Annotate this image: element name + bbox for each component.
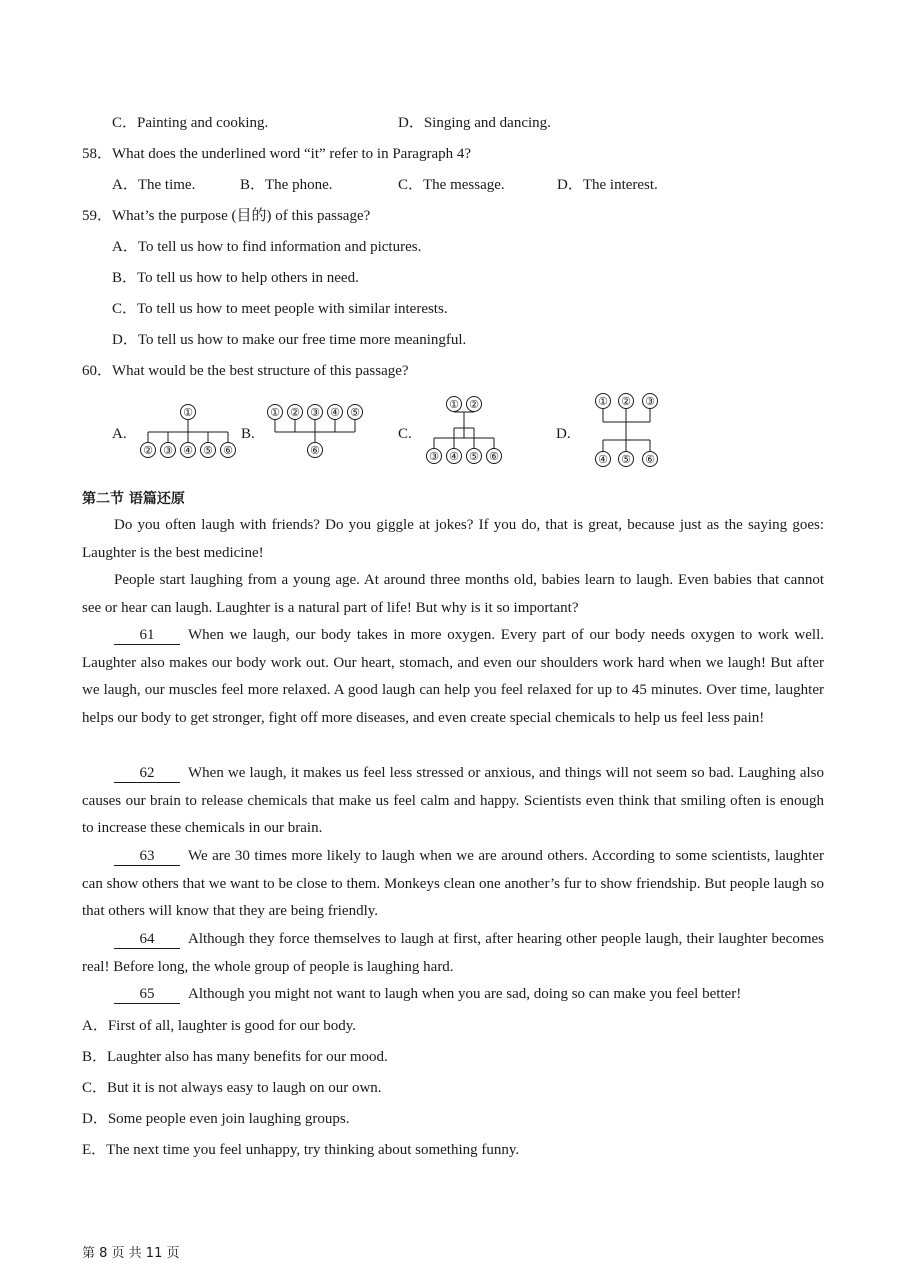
diagram-c-node-2: ② [469,399,479,411]
passage-intro-2: People start laughing from a young age. At around three months old, babies learn to laugh. Even babies that cannot see or hear can laugh. Laughter is a natural part of life! But why is it so important? [82,572,824,616]
q59-question: 59．What’s the purpose (目的) of this passage? [82,208,371,224]
blank-62[interactable]: 62 [114,765,180,783]
diagram-b-node-3: ③ [310,407,320,419]
q60-option-a-label: A. [112,426,127,442]
option-c: C．But it is not always easy to laugh on our own. [82,1080,382,1096]
diagram-b-node-2: ② [290,407,300,419]
q58-option-d: D．The interest. [557,177,658,193]
q58-option-a: A．The time. [112,177,196,193]
passage-paragraph-65 [82,981,824,1009]
passage-intro-1: Do you often laugh with friends? Do you giggle at jokes? If you do, that is great, because just as the saying goes: Laughter is the best medicine! [82,517,824,561]
diagram-b-node-1: ① [270,407,280,419]
q60-option-c-label: C. [398,426,412,442]
q57-option-d: D．Singing and dancing. [398,115,551,131]
q60-option-d-label: D. [556,426,571,442]
q60-option-b-label: B. [241,426,255,442]
diagram-c-node-6: ⑥ [489,451,499,463]
diagram-c-node-1: ① [449,399,459,411]
q59-option-a: A．To tell us how to find information and pictures. [112,239,422,255]
blank-61[interactable]: 61 [114,627,180,645]
q58-option-c: C．The message. [398,177,505,193]
blank-64[interactable]: 64 [114,931,180,949]
q58-option-b: B．The phone. [240,177,333,193]
option-d: D．Some people even join laughing groups. [82,1111,350,1127]
q59-option-c: C．To tell us how to meet people with similar interests. [112,301,448,317]
diagram-a-node-5: ⑤ [203,445,213,457]
diagram-a-node-3: ③ [163,445,173,457]
passage-paragraph-64 [82,926,824,981]
page-footer: 第 8 页 共 11 页 [82,1246,180,1261]
paragraph-61-text: When we laugh, our body takes in more oxygen. Every part of our body needs oxygen to work well. Laughter also makes our body work out. Our heart, stomach, and even our shoulders work hard when we laugh! But after we laugh, our muscles feel more relaxed. A good laugh can help you feel relaxed for up to 45 minutes. Over time, laughter helps our body to get stronger, fight off more diseases, and even create special chemicals to help us feel less pain! [82,627,824,726]
paragraph-63-text: We are 30 times more likely to laugh when we are around others. According to some scientists, laughter can show others that we want to be close to them. Monkeys clean one another’s fur to show friendship. But people laugh so that others will know that they are being friendly. [82,848,824,920]
diagram-d-node-2: ② [621,396,631,408]
diagram-d-node-3: ③ [645,396,655,408]
q60-question: 60．What would be the best structure of this passage? [82,363,409,379]
diagram-d-node-1: ① [598,396,608,408]
blank-65[interactable]: 65 [114,986,180,1004]
blank-63[interactable]: 63 [114,848,180,866]
option-a: A．First of all, laughter is good for our body. [82,1018,356,1034]
diagram-b-node-6: ⑥ [310,445,320,457]
paragraph-64-text: Although they force themselves to laugh at first, after hearing other people laugh, their laughter becomes real! Before long, the whole group of people is laughing hard. [82,931,824,975]
option-b: B．Laughter also has many benefits for our mood. [82,1049,388,1065]
diagram-a-node-4: ④ [183,445,193,457]
diagram-a-node-6: ⑥ [223,445,233,457]
q58-question: 58．What does the underlined word “it” refer to in Paragraph 4? [82,146,472,162]
option-e: E．The next time you feel unhappy, try thinking about something funny. [82,1142,520,1158]
passage-paragraph-63 [82,843,824,926]
diagram-b-node-5: ⑤ [350,407,360,419]
diagram-c-node-3: ③ [429,451,439,463]
diagram-c-node-5: ⑤ [469,451,479,463]
q57-option-c: C．Painting and cooking. [112,115,269,131]
section-heading: 第二节 语篇还原 [82,491,185,507]
diagram-b-node-4: ④ [330,407,340,419]
passage-paragraph-61 [82,622,824,732]
diagram-d-node-6: ⑥ [645,454,655,466]
diagram-a-node-2: ② [143,445,153,457]
diagram-a-node-1: ① [183,407,193,419]
q59-option-b: B．To tell us how to help others in need. [112,270,359,286]
q59-option-d: D．To tell us how to make our free time more meaningful. [112,332,467,348]
q60-structure-diagrams [0,390,905,480]
paragraph-62-text: When we laugh, it makes us feel less stressed or anxious, and things will not seem so bad. Laughing also causes our brain to release chemicals that make us feel calm and happy. Scientists even think that smiling often is enough to increase these chemicals in our brain. [82,765,824,837]
diagram-d-node-5: ⑤ [621,454,631,466]
diagram-c-node-4: ④ [449,451,459,463]
diagram-d-node-4: ④ [598,454,608,466]
paragraph-65-text: Although you might not want to laugh when you are sad, doing so can make you feel better! [188,986,742,1002]
passage-paragraph-62 [82,760,824,843]
